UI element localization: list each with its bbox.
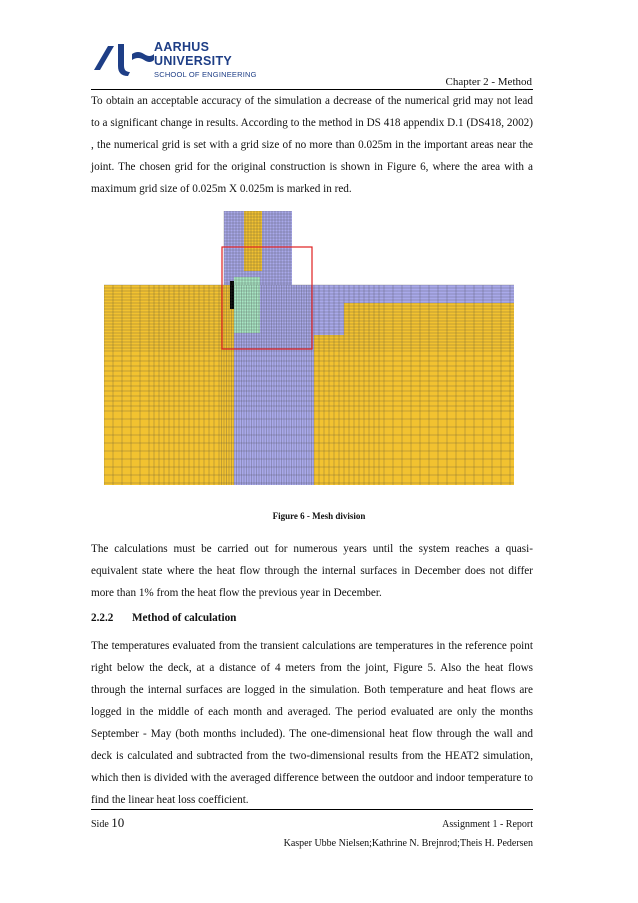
footer-assignment: Assignment 1 - Report bbox=[442, 819, 533, 830]
mesh-division-figure bbox=[104, 211, 514, 485]
university-name bbox=[154, 40, 257, 81]
paragraph-quasi-equivalent: The calculations must be carried out for numerous years until the system reaches a quasi-equivalent state where the heat flow through the internal surfaces in December does not differ more than 1% from the heat flow the previous year in December. bbox=[91, 543, 533, 599]
footer-page-number: 10 bbox=[111, 815, 125, 830]
paragraph-method-of-calculation: The temperatures evaluated from the transient calculations are temperatures in the reference point right below the deck, at a distance of 4 meters from the joint, Figure 5. Also the heat flows through the internal surfaces are logged in the simulation. Both temperature and heat flows are logged in the middle of each month and averaged. The period evaluated are only the months September - May (both months included). The one-dimensional heat flow through the wall and deck is calculated and subtracted from the two-dimensional results from the HEAT2 simulation, which then is divided with the averaged difference between the outdoor and indoor temperature to find the linear heat loss coefficient. bbox=[91, 640, 533, 806]
joint-marker bbox=[230, 281, 234, 309]
footer-side-label: Side bbox=[91, 819, 109, 830]
footer-rule bbox=[91, 809, 533, 810]
footer-info bbox=[284, 815, 533, 853]
chapter-header: Chapter 2 - Method bbox=[445, 76, 532, 88]
footer-authors: Kasper Ubbe Nielsen;Kathrine N. Brejnrod;Theis H. Pedersen bbox=[283, 838, 533, 849]
section-heading bbox=[91, 612, 236, 624]
joint-insulation-region bbox=[234, 277, 260, 333]
footer-page bbox=[91, 815, 124, 831]
logo-line-2: UNIVERSITY bbox=[154, 54, 233, 68]
logo-line-3: SCHOOL OF ENGINEERING bbox=[154, 70, 257, 79]
section-title: Method of calculation bbox=[132, 612, 237, 624]
logo-line-1: AARHUS bbox=[154, 40, 210, 54]
paragraph-grid-accuracy: To obtain an acceptable accuracy of the simulation a decrease of the numerical grid may not lead to a significant change in results. According to the method in DS 418 appendix D.1 (DS418, 2002) , the numerical grid is set with a grid size of no more than 0.025m in the important areas near the joint. The chosen grid for the original construction is shown in Figure 6, where the area with a maximum grid size of 0.025m X 0.025m is marked in red. bbox=[91, 95, 533, 195]
section-number: 2.2.2 bbox=[91, 612, 114, 624]
figure-caption: Figure 6 - Mesh division bbox=[272, 511, 366, 521]
